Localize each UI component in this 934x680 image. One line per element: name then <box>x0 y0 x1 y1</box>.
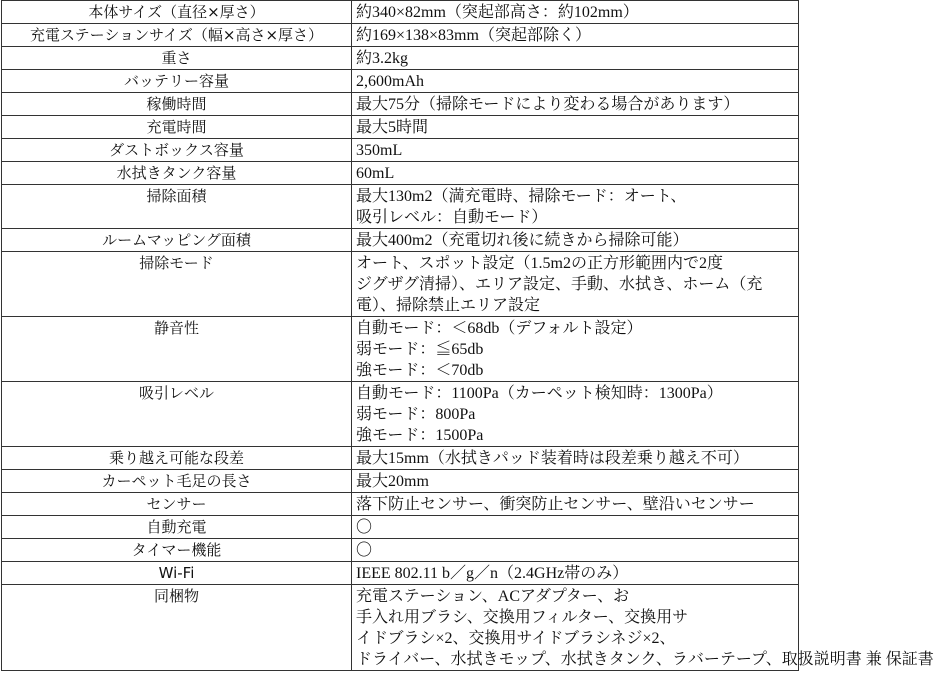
spec-label: タイマー機能 <box>2 539 352 562</box>
spec-value-line: 最大75分（掃除モードにより変わる場合があります） <box>356 96 740 113</box>
spec-value <box>352 447 799 470</box>
spec-value-line: 〇 <box>356 519 373 536</box>
spec-label: Wi-Fi <box>2 562 352 585</box>
spec-label: 本体サイズ（直径×厚さ） <box>2 1 352 24</box>
spec-table-body <box>2 1 934 671</box>
spec-label: 稼働時間 <box>2 93 352 116</box>
spec-label: 乗り越え可能な段差 <box>2 447 352 470</box>
spec-value-line: 約3.2kg <box>356 50 409 67</box>
spec-value <box>352 516 799 539</box>
spec-value-line: 自動モード：＜68db（デフォルト設定） <box>356 320 643 337</box>
spec-value-line: 最大400m2（充電切れ後に続きから掃除可能） <box>356 232 689 249</box>
spec-label: 掃除モード <box>2 252 352 317</box>
spec-value-line: 弱モード：800Pa <box>356 406 476 423</box>
spec-value-line: IEEE 802.11 b／g／n（2.4GHz帯のみ） <box>356 565 629 582</box>
spec-label: 静音性 <box>2 317 352 382</box>
spec-label: 同梱物 <box>2 585 352 671</box>
spec-value <box>352 162 799 185</box>
spec-value-line: 最大130m2（満充電時、掃除モード：オート、 吸引レベル：自動モード） <box>356 188 687 226</box>
spec-row <box>2 516 799 539</box>
spec-value-line: 60mL <box>356 165 395 182</box>
spec-value <box>352 252 799 317</box>
spec-value-line: 〇 <box>356 542 373 559</box>
spec-value <box>352 185 799 229</box>
spec-row <box>2 162 799 185</box>
spec-row <box>2 585 799 671</box>
spec-value-line: 弱モード：≦65db <box>356 341 484 358</box>
spec-value <box>352 93 799 116</box>
spec-value-line: 強モード：1500Pa <box>356 427 484 444</box>
spec-value-line: 充電ステーション、ACアダプター、お 手入れ用ブラシ、交換用フィルター、交換用サ イドブラシ×2、交換用サイドブラシネジ×2、 ドライバー、水拭きモップ、水拭きタンク、ラバーテープ、取扱説明書 兼 保証書 <box>356 588 934 668</box>
spec-row <box>2 70 799 93</box>
spec-value-line: 350mL <box>356 142 403 159</box>
spec-value <box>352 1 799 24</box>
spec-row <box>2 252 799 317</box>
spec-table <box>1 0 934 671</box>
spec-row <box>2 493 799 516</box>
spec-row <box>2 382 799 447</box>
spec-value <box>352 116 799 139</box>
spec-value-line: 約340×82mm（突起部高さ：約102mm） <box>356 4 639 21</box>
spec-row <box>2 562 799 585</box>
spec-label: ダストボックス容量 <box>2 139 352 162</box>
spec-label: センサー <box>2 493 352 516</box>
spec-value-line: 強モード：＜70db <box>356 362 484 379</box>
spec-row <box>2 116 799 139</box>
spec-value-line: 自動モード：1100Pa（カーペット検知時：1300Pa） <box>356 385 723 402</box>
spec-row <box>2 470 799 493</box>
spec-value <box>352 229 799 252</box>
spec-value-line: オート、スポット設定（1.5m2の正方形範囲内で2度 ジグザグ清掃）、エリア設定、手動、水拭き、ホーム（充 電）、掃除禁止エリア設定 <box>356 255 763 314</box>
spec-value <box>352 139 799 162</box>
spec-value <box>352 317 799 382</box>
spec-row <box>2 93 799 116</box>
spec-row <box>2 185 799 229</box>
spec-row <box>2 24 799 47</box>
spec-value-line: 最大15mm（水拭きパッド装着時は段差乗り越え不可） <box>356 450 749 467</box>
spec-row <box>2 447 799 470</box>
spec-label: 重さ <box>2 47 352 70</box>
spec-value <box>352 585 934 671</box>
spec-value-line: 約169×138×83mm（突起部除く） <box>356 27 591 44</box>
spec-value-line: 最大20mm <box>356 473 429 490</box>
spec-row <box>2 1 799 24</box>
spec-value-line: 2,600mAh <box>356 73 424 90</box>
spec-label: カーペット毛足の長さ <box>2 470 352 493</box>
spec-label: 自動充電 <box>2 516 352 539</box>
spec-value <box>352 539 799 562</box>
spec-value-line: 最大5時間 <box>356 119 429 136</box>
spec-label: 掃除面積 <box>2 185 352 229</box>
spec-value <box>352 47 799 70</box>
spec-row <box>2 539 799 562</box>
spec-row <box>2 47 799 70</box>
spec-value <box>352 493 799 516</box>
spec-label: 水拭きタンク容量 <box>2 162 352 185</box>
spec-value <box>352 70 799 93</box>
spec-label: ルームマッピング面積 <box>2 229 352 252</box>
spec-row <box>2 139 799 162</box>
spec-value <box>352 382 799 447</box>
spec-row <box>2 317 799 382</box>
spec-label: バッテリー容量 <box>2 70 352 93</box>
spec-value <box>352 24 799 47</box>
spec-label: 吸引レベル <box>2 382 352 447</box>
spec-value-line: 落下防止センサー、衝突防止センサー、壁沿いセンサー <box>356 496 755 513</box>
spec-label: 充電時間 <box>2 116 352 139</box>
spec-row <box>2 229 799 252</box>
spec-value <box>352 562 799 585</box>
spec-label: 充電ステーションサイズ（幅×高さ×厚さ） <box>2 24 352 47</box>
spec-value <box>352 470 799 493</box>
